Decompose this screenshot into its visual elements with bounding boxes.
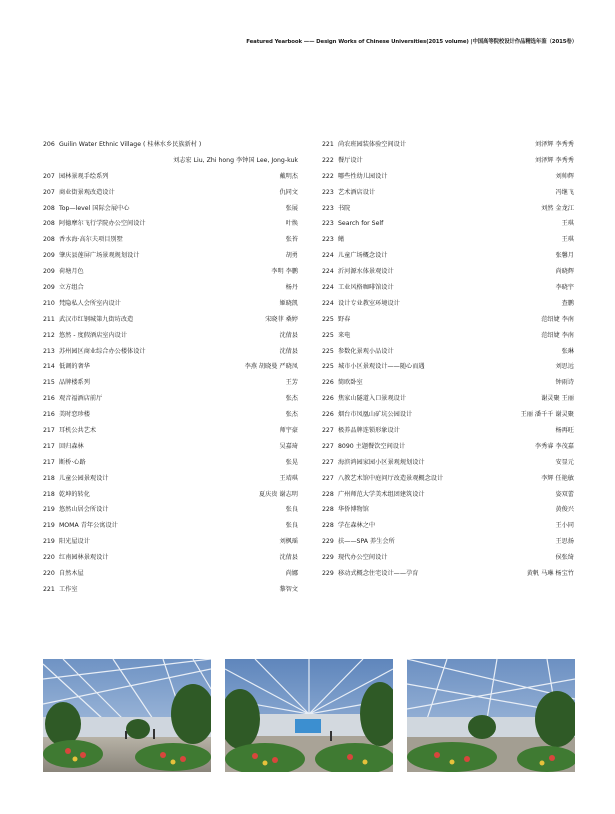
toc-entry: [43, 550, 298, 566]
toc-author: 冯继飞: [555, 188, 574, 196]
toc-author: 尚娜: [285, 570, 298, 578]
toc-entry: [43, 232, 298, 248]
toc-author: 王芳: [285, 379, 298, 387]
toc-title: 艺术酒店设计: [337, 188, 376, 196]
toc-entry: [322, 296, 574, 312]
toc-entry: [322, 280, 574, 296]
toc-title: 野春: [337, 315, 351, 323]
toc-author: 安显元: [555, 458, 574, 466]
toc-title: 阿德摩尔飞行学院办公空间设计: [58, 220, 146, 228]
toc-title: 扶——SPA 养生会所: [337, 538, 395, 546]
toc-author: 张琳: [561, 347, 574, 355]
toc-entry: [43, 534, 298, 550]
toc-page-number: 227: [322, 458, 334, 466]
toc-author: 刘泽辉 李秀秀: [534, 141, 574, 148]
toc-author: 王丽 潘千千 谢灵聚: [520, 411, 574, 419]
toc-page-number: 223: [322, 220, 334, 228]
toc-title: 断桥·心路: [58, 458, 86, 466]
toc-author: 侯张绮: [555, 554, 574, 562]
toc-author: 刘然 金龙江: [541, 204, 574, 212]
toc-page-number: 224: [322, 268, 334, 276]
toc-page-number: 224: [322, 299, 334, 307]
toc-page-number: 216: [43, 411, 55, 419]
photo-strip: [43, 659, 575, 772]
toc-author: 张杰: [285, 395, 298, 403]
toc-title: 香水海·高尔夫项目别墅: [58, 236, 123, 244]
toc-entry: [322, 534, 574, 550]
toc-entry: [43, 582, 298, 598]
toc-right-column: [322, 137, 574, 582]
toc-title: 美时恋珍楼: [58, 411, 90, 419]
toc-author: 查鹏: [561, 299, 574, 307]
toc-title: 悠然山居会所设计: [58, 506, 109, 514]
atrium-photo-2: [225, 659, 393, 772]
toc-entry: [43, 264, 298, 280]
toc-entry: [43, 312, 298, 328]
toc-page-number: 225: [322, 363, 334, 371]
toc-author: 张良: [285, 522, 298, 530]
toc-page-number: 208: [43, 204, 55, 212]
toc-author: 沈倩县: [279, 347, 298, 355]
toc-title: 8090 主题餐饮空间设计: [337, 442, 406, 450]
toc-author: 刘思远: [555, 363, 574, 371]
toc-author: 黎智文: [279, 585, 298, 593]
toc-title: 焦家山隧道入口景观设计: [337, 395, 407, 403]
toc-entry: [322, 359, 574, 375]
toc-title: 尚农班园装体验空间设计: [337, 141, 407, 148]
toc-page-number: 227: [322, 474, 334, 482]
atrium-photo-3: [407, 659, 575, 772]
toc-title: 极养品牌连锁形象设计: [337, 427, 400, 435]
toc-author: 师宇豪: [279, 427, 298, 435]
toc-page-number: 227: [322, 442, 334, 450]
toc-title: 哪些性幼儿园设计: [337, 172, 388, 180]
toc-title: 书院: [337, 204, 351, 212]
toc-entry: [322, 216, 574, 232]
toc-title: 鳍: [337, 236, 345, 244]
toc-author: 沈倩县: [279, 331, 298, 339]
toc-page-number: 216: [43, 395, 55, 403]
toc-page-number: 218: [43, 490, 55, 498]
toc-entry: [43, 185, 298, 201]
toc-title: 园林景观手绘系列: [58, 172, 109, 180]
toc-title: Top—level 国际会展中心: [58, 204, 130, 212]
toc-author: 王琪: [561, 220, 574, 228]
toc-page-number: 229: [322, 554, 334, 562]
toc-title: 自然木屋: [58, 570, 84, 578]
toc-entry: [43, 439, 298, 455]
toc-entry: [43, 566, 298, 582]
toc-author: 仇同文: [279, 188, 298, 196]
toc-entry: [322, 455, 574, 471]
toc-entry: [43, 201, 298, 217]
toc-author: 黄帆 马琳 杨宝竹: [526, 570, 574, 578]
toc-entry: [322, 248, 574, 264]
toc-page-number: 228: [322, 522, 334, 530]
toc-title: 立方组合: [58, 284, 84, 292]
toc-author: 杨丹: [285, 284, 298, 292]
toc-entry: [322, 137, 574, 153]
running-header: Featured Yearbook —— Design Works of Chinese Universities(2015 volume) |中国高等院校设计作品精选年鉴（2015卷）: [246, 39, 577, 45]
toc-title: 移动式概念住宅设计——孕育: [337, 570, 419, 578]
toc-page-number: 223: [322, 236, 334, 244]
toc-page-number: 224: [322, 284, 334, 292]
toc-author: 范绍婕 李南: [541, 315, 574, 323]
toc-author: 沈倩县: [279, 554, 298, 562]
toc-entry: [322, 344, 574, 360]
toc-title: 荷塘月色: [58, 268, 84, 276]
toc-entry: [322, 566, 574, 582]
toc-entry: [322, 550, 574, 566]
toc-page-number: 225: [322, 347, 334, 355]
toc-title: 烟台市凤凰山矿坑公园设计: [337, 411, 413, 419]
toc-entry: [43, 487, 298, 503]
toc-page-number: 223: [322, 188, 334, 196]
toc-title: 简欧卧室: [337, 379, 363, 387]
toc-entry: [43, 423, 298, 439]
toc-title: 工作室: [58, 585, 78, 593]
toc-page-number: 223: [322, 204, 334, 212]
toc-page-number: 208: [43, 220, 55, 228]
toc-entry: [322, 518, 574, 534]
toc-title: Guilin Water Ethnic Village ( 桂林水乡民族新村 ): [58, 141, 202, 148]
toc-page-number: 219: [43, 522, 55, 530]
toc-entry: [43, 375, 298, 391]
toc-page-number: 217: [43, 458, 55, 466]
toc-page-number: 211: [43, 315, 55, 323]
toc-entry: [43, 407, 298, 423]
toc-page-number: 226: [322, 379, 334, 387]
toc-entry: [322, 487, 574, 503]
toc-title: 红南园林景观设计: [58, 554, 109, 562]
toc-title: 海滨鸿园家园小区景观规划设计: [337, 458, 425, 466]
toc-page-number: 226: [322, 395, 334, 403]
toc-author: 夏庆贵 谢志明: [258, 490, 298, 498]
toc-page-number: 209: [43, 252, 55, 260]
toc-title: 工业风格咖啡馆设计: [337, 284, 394, 292]
toc-title: 八教艺术馆中庭问厅改造景观概念设计: [337, 474, 444, 482]
toc-title: 苏州园区商业综合办公楼体设计: [58, 347, 146, 355]
toc-author: 张展: [285, 204, 298, 212]
toc-title: 肇庆县莲屏广场景观规划设计: [58, 252, 140, 260]
toc-page-number: 215: [43, 379, 55, 387]
toc-page-number: 210: [43, 299, 55, 307]
toc-title: 回归森林: [58, 442, 84, 450]
toc-entry: [43, 455, 298, 471]
toc-page-number: 213: [43, 347, 55, 355]
toc-entry: [322, 439, 574, 455]
toc-page-number: 218: [43, 474, 55, 482]
toc-author: 姬晓凯: [279, 299, 298, 307]
toc-entry: [322, 232, 574, 248]
toc-entry: [322, 502, 574, 518]
toc-author: 张晃: [285, 458, 298, 466]
toc-author: 王小同: [555, 522, 574, 530]
toc-author: 张馨月: [555, 252, 574, 260]
toc-page-number: 219: [43, 506, 55, 514]
toc-page-number: 229: [322, 570, 334, 578]
toc-page-number: 217: [43, 427, 55, 435]
toc-page-number: 222: [322, 156, 334, 164]
toc-author: 谢灵聚 王丽: [541, 395, 574, 403]
toc-title: 悠然 - 度假酒店室内设计: [58, 331, 128, 339]
toc-page-number: 226: [322, 411, 334, 419]
toc-page-number: 227: [322, 427, 334, 435]
toc-author: 刘枫瑶: [279, 538, 298, 546]
toc-page-number: 229: [322, 538, 334, 546]
toc-author: 王琪: [561, 236, 574, 244]
toc-entry: [43, 502, 298, 518]
toc-entry: [43, 137, 298, 153]
atrium-photo-1: [43, 659, 211, 772]
toc-title: MOMA 青年公寓设计: [58, 522, 118, 530]
toc-entry: [322, 185, 574, 201]
toc-author: 李燕 胡晓曼 严晓凤: [244, 363, 298, 371]
toc-entry: [322, 328, 574, 344]
toc-title: 低调的奢华: [58, 363, 90, 371]
toc-entry: [43, 471, 298, 487]
toc-entry: [322, 423, 574, 439]
toc-author: 王靖琪: [279, 474, 298, 482]
toc-author: 钟雨诗: [555, 379, 574, 387]
toc-title: 城市小区景观设计——随心而遇: [337, 363, 425, 371]
toc-page-number: 209: [43, 284, 55, 292]
toc-title: 乾坤的转化: [58, 490, 90, 498]
toc-entry: [322, 201, 574, 217]
toc-title: 参数化景观小品设计: [337, 347, 394, 355]
toc-title: 阳光屋设计: [58, 538, 90, 546]
toc-author: 吴嘉琦: [279, 442, 298, 450]
toc-entry: [322, 471, 574, 487]
toc-title: Search for Self: [337, 220, 384, 228]
toc-page-number: 220: [43, 570, 55, 578]
toc-author: 张苔: [285, 236, 298, 244]
toc-page-number: 209: [43, 268, 55, 276]
toc-page-number: 225: [322, 315, 334, 323]
toc-page-number: 222: [322, 172, 334, 180]
toc-title: 梵隐私人会所室内设计: [58, 299, 121, 307]
toc-entry: [322, 375, 574, 391]
toc-author: 刘志宏 Liu, Zhi hong 李钟国 Lee, Jong-kuk: [173, 156, 298, 164]
toc-entry: [43, 153, 298, 169]
toc-entry: [43, 344, 298, 360]
toc-author: 杨再旺: [555, 427, 574, 435]
toc-author: 李秀睿 李茂嘉: [534, 442, 574, 450]
toc-page-number: 217: [43, 442, 55, 450]
toc-page-number: 219: [43, 538, 55, 546]
toc-title: 商业街景观改造设计: [58, 188, 115, 196]
toc-author: 姿双蕾: [555, 490, 574, 498]
toc-author: 李晓宇: [555, 284, 574, 292]
toc-page-number: 220: [43, 554, 55, 562]
toc-entry: [322, 264, 574, 280]
toc-page-number: 221: [43, 585, 55, 593]
toc-title: 华侨博物馆: [337, 506, 369, 514]
toc-title: 武汉市红钢城第九街坊改造: [58, 315, 134, 323]
toc-entry: [43, 391, 298, 407]
toc-page-number: 224: [322, 252, 334, 260]
toc-title: 沂河源水体景观设计: [337, 268, 394, 276]
toc-title: 来电: [337, 331, 351, 339]
toc-author: [294, 137, 298, 153]
toc-page-number: 221: [322, 141, 334, 148]
toc-author: 李明 李鹏: [271, 268, 298, 276]
toc-title: 儿童广场概念设计: [337, 252, 388, 260]
toc-page-number: 228: [322, 506, 334, 514]
toc-entry: [43, 280, 298, 296]
toc-title: 耳机公共艺术: [58, 427, 97, 435]
toc-page-number: 206: [43, 141, 55, 148]
toc-entry: [43, 296, 298, 312]
toc-entry: [322, 153, 574, 169]
toc-entry: [322, 312, 574, 328]
toc-page-number: 214: [43, 363, 55, 371]
toc-author: 王思扬: [555, 538, 574, 546]
toc-entry: [43, 169, 298, 185]
toc-author: 张杰: [285, 411, 298, 419]
toc-page-number: 212: [43, 331, 55, 339]
toc-title: 餐厅设计: [337, 156, 363, 164]
toc-title: 广州师范大学美术组团建筑设计: [337, 490, 425, 498]
toc-page-number: 207: [43, 172, 55, 180]
toc-title: 观音福酒店前厅: [58, 395, 103, 403]
toc-entry: [322, 169, 574, 185]
toc-entry: [322, 407, 574, 423]
toc-entry: [43, 328, 298, 344]
toc-author: 黄俊兴: [555, 506, 574, 514]
toc-left-column: [43, 137, 298, 598]
toc-title: 设计专业教室环境设计: [337, 299, 400, 307]
toc-title: 现代办公空间设计: [337, 554, 388, 562]
toc-page-number: 207: [43, 188, 55, 196]
toc-author: 刘帅辉: [555, 172, 574, 180]
toc-author: 胡勇: [285, 252, 298, 260]
toc-entry: [43, 518, 298, 534]
toc-title: 学在森林之中: [337, 522, 376, 530]
toc-entry: [322, 391, 574, 407]
toc-author: 戴明杰: [279, 172, 298, 180]
toc-title: 品牌楼系列: [58, 379, 90, 387]
toc-author: 尚晓辉: [555, 268, 574, 276]
toc-entry: [43, 216, 298, 232]
toc-author: 张良: [285, 506, 298, 514]
toc-author: 宋晓菲 桑婷: [265, 315, 298, 323]
toc-author: 叶焕: [285, 220, 298, 228]
toc-title: 儿童公园景观设计: [58, 474, 109, 482]
toc-author: 刘泽辉 李秀秀: [534, 156, 574, 164]
toc-author: 李辉 任艳敏: [541, 474, 574, 482]
toc-page-number: 225: [322, 331, 334, 339]
toc-entry: [43, 359, 298, 375]
toc-page-number: 228: [322, 490, 334, 498]
toc-author: 范绍婕 李南: [541, 331, 574, 339]
toc-page-number: 208: [43, 236, 55, 244]
toc-entry: [43, 248, 298, 264]
